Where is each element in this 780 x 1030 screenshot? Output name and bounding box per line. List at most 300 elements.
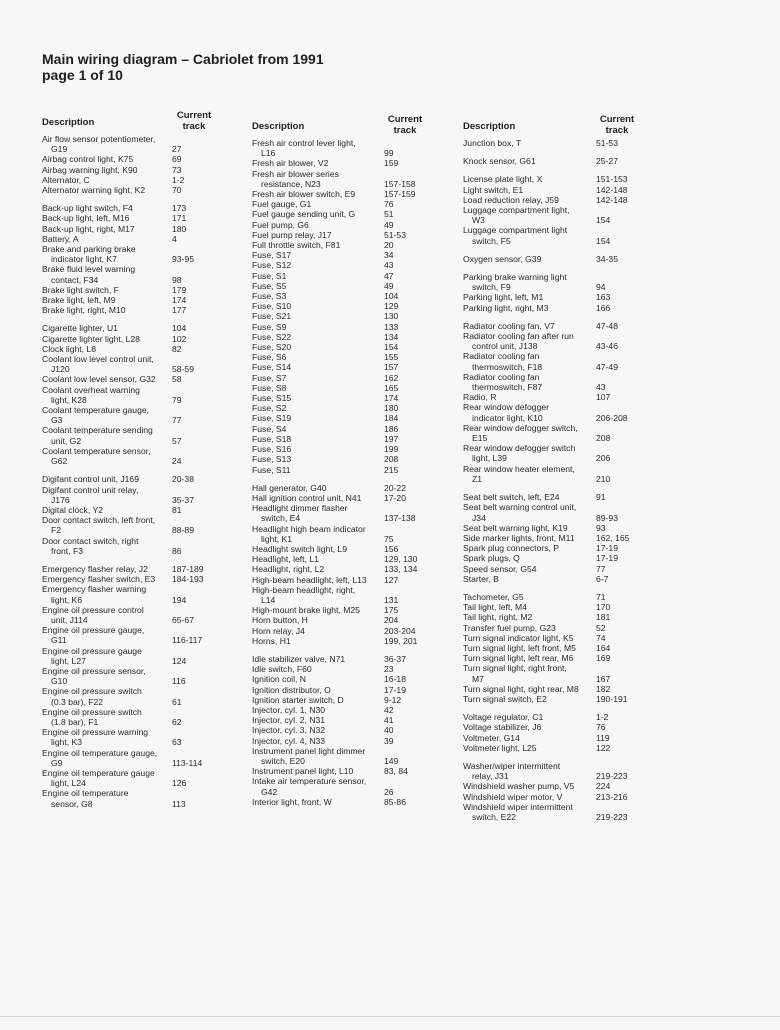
entry-description <box>42 134 172 154</box>
entry-current-track: 77 <box>596 563 606 574</box>
entry-description <box>42 344 172 354</box>
entry-current-track: 157-158 <box>384 178 416 189</box>
index-entry <box>42 385 222 405</box>
entry-description-line: Idle stabilizer valve, N71 <box>252 653 346 664</box>
index-entry <box>42 234 222 244</box>
entry-description <box>252 465 384 475</box>
entry-current-track: 77 <box>172 415 182 426</box>
entry-description <box>42 354 172 374</box>
entry-current-track: 208 <box>596 433 611 444</box>
entry-description <box>463 272 596 292</box>
entry-description-line: Radiator cooling fan <box>463 371 540 382</box>
index-entry <box>252 362 442 372</box>
column-header <box>252 110 442 138</box>
index-entry <box>252 685 442 695</box>
entry-description-line: Rear window heater element, <box>463 463 575 474</box>
entry-description <box>252 291 384 301</box>
entry-description-line: Junction box, T <box>463 138 522 148</box>
index-entry <box>463 722 653 732</box>
index-entry <box>463 174 653 184</box>
entry-description-line: Coolant temperature sensor, <box>42 445 151 456</box>
entry-description-line: Luggage compartment light, <box>463 205 570 216</box>
entry-description <box>252 271 384 281</box>
entry-description-line: Instrument panel light, L10 <box>252 766 354 777</box>
header-track: track <box>182 121 206 132</box>
entry-current-track: 86 <box>172 545 182 556</box>
entry-description-line: Engine oil pressure switch <box>42 686 142 697</box>
entry-current-track: 174 <box>172 295 187 306</box>
entry-current-track: 99 <box>384 148 394 159</box>
entry-description-line: Voltmeter light, L25 <box>463 742 537 753</box>
header-current: Current <box>387 114 423 125</box>
index-entry <box>252 454 442 464</box>
index-entry <box>463 523 653 533</box>
index-entry <box>42 574 222 584</box>
entry-current-track: 116 <box>172 676 186 687</box>
entry-description-line: Radiator cooling fan, V7 <box>463 320 555 331</box>
index-entry <box>463 602 653 612</box>
entry-description-line: switch, E20 <box>261 755 305 766</box>
entry-current-track: 167 <box>596 673 611 684</box>
index-entry <box>42 584 222 604</box>
section-gap <box>42 315 222 323</box>
entry-description <box>252 373 384 383</box>
entry-description <box>42 285 172 295</box>
entry-current-track: 6-7 <box>596 573 609 584</box>
index-entry <box>252 209 442 219</box>
entry-description-line: Injector, cyl. 2, N31 <box>252 715 326 726</box>
entry-description-line: M7 <box>472 673 484 684</box>
index-entry <box>42 374 222 384</box>
entry-current-track: 89-93 <box>596 512 618 523</box>
entry-current-track: 40 <box>384 725 394 736</box>
entry-current-track: 51-53 <box>384 229 406 240</box>
entry-description-line: light, L39 <box>472 453 507 464</box>
entry-current-track: 157-159 <box>384 189 416 200</box>
index-entry <box>463 761 653 781</box>
entry-description <box>463 492 596 502</box>
entry-description-line: Hall ignition control unit, N41 <box>252 492 362 503</box>
entry-current-track: 134 <box>384 331 399 342</box>
entry-current-track: 197 <box>384 433 399 444</box>
index-entry <box>252 524 442 544</box>
entry-description <box>252 797 384 807</box>
entry-description-line: thermoswitch, F87 <box>472 382 543 393</box>
entry-description-line: Rear window defogger switch, <box>463 422 578 433</box>
index-entry <box>252 403 442 413</box>
entry-description-line: Fuse, S13 <box>252 454 292 465</box>
entry-description-line: Horn relay, J4 <box>252 625 305 636</box>
entry-description <box>42 334 172 344</box>
entry-description <box>42 605 172 625</box>
index-entry <box>252 424 442 434</box>
entry-current-track: 58-59 <box>172 364 194 375</box>
index-entry <box>42 264 222 284</box>
entry-description-line: Brake light switch, F <box>42 284 119 295</box>
entry-description <box>42 234 172 244</box>
entry-description-line: Injector, cyl. 3, N32 <box>252 725 326 736</box>
entry-description-line: Engine oil pressure switch <box>42 706 142 717</box>
entry-description <box>463 174 596 184</box>
entry-current-track: 76 <box>384 199 394 210</box>
entry-current-track: 20-38 <box>172 474 194 485</box>
entry-description <box>42 564 172 574</box>
entry-current-track: 163 <box>596 292 611 303</box>
index-entry <box>252 291 442 301</box>
entry-description-line: Transfer fuel pump, G23 <box>463 622 556 633</box>
entry-description <box>252 776 384 796</box>
entry-description-line: Spark plugs, Q <box>463 553 520 564</box>
index-entry <box>252 444 442 454</box>
entry-current-track: 175 <box>384 605 399 616</box>
entry-description-line: Load reduction relay, J59 <box>463 194 559 205</box>
entry-description <box>463 543 596 553</box>
entry-description <box>252 746 384 766</box>
index-entry <box>463 303 653 313</box>
entry-description <box>463 185 596 195</box>
section-gap <box>252 646 442 654</box>
entry-current-track: 174 <box>384 393 399 404</box>
entry-description <box>252 575 384 585</box>
entry-description-line: Turn signal switch, E2 <box>463 693 547 704</box>
entry-description <box>252 444 384 454</box>
entry-description-line: Tachometer, G5 <box>463 591 524 602</box>
index-entry <box>252 636 442 646</box>
entry-description-line: Headlight dimmer flasher <box>252 503 348 514</box>
bottom-rule <box>0 1016 780 1017</box>
entry-description <box>42 374 172 384</box>
section-gap <box>463 753 653 761</box>
entry-description-line: unit, J114 <box>51 614 88 625</box>
entry-current-track: 35-37 <box>172 494 194 505</box>
entry-description <box>463 372 596 392</box>
entry-current-track: 177 <box>172 305 187 316</box>
entry-description <box>463 303 596 313</box>
entry-description <box>252 585 384 605</box>
entry-description <box>252 209 384 219</box>
entry-description-line: indicator light, K10 <box>472 412 543 423</box>
index-entry <box>463 156 653 166</box>
entry-description <box>463 321 596 331</box>
entry-current-track: 107 <box>596 392 611 403</box>
index-entry <box>463 272 653 292</box>
entry-current-track: 133 <box>384 321 399 332</box>
entry-current-track: 124 <box>172 655 187 666</box>
entry-description-line: light, K6 <box>51 594 83 605</box>
entry-description-line: Headlight high beam indicator <box>252 523 366 534</box>
entry-current-track: 190-191 <box>596 693 628 704</box>
entry-description-line: Engine oil pressure gauge, <box>42 625 145 636</box>
entry-description <box>252 766 384 776</box>
index-entry <box>42 425 222 445</box>
entry-description-line: Fresh air blower series <box>252 168 339 179</box>
entry-description-line: contact, F34 <box>51 274 99 285</box>
entry-description-line: light, L24 <box>51 778 86 789</box>
entry-current-track: 169 <box>596 653 611 664</box>
index-entry <box>42 686 222 706</box>
index-entry <box>463 663 653 683</box>
index-entry <box>463 254 653 264</box>
entry-current-track: 184-193 <box>172 574 204 585</box>
entry-description-line: Engine oil pressure gauge <box>42 645 142 656</box>
header-description: Description <box>252 121 305 132</box>
entry-current-track: 133, 134 <box>384 564 418 575</box>
entry-description-line: Digifant control unit relay, <box>42 484 139 495</box>
entry-current-track: 219-223 <box>596 811 628 822</box>
entry-description-line: Digital clock, Y2 <box>42 504 103 515</box>
entry-description <box>252 332 384 342</box>
entry-description-line: Fuse, S5 <box>252 280 287 291</box>
entry-description <box>463 781 596 791</box>
index-entry <box>252 554 442 564</box>
entry-current-track: 184 <box>384 413 399 424</box>
entry-description-line: Brake light, left, M9 <box>42 295 116 306</box>
entry-current-track: 180 <box>384 403 399 414</box>
index-entry <box>252 615 442 625</box>
entry-description-line: Fuse, S22 <box>252 331 292 342</box>
index-entry <box>463 372 653 392</box>
column-3 <box>463 110 653 822</box>
entry-description <box>252 342 384 352</box>
entry-description <box>252 685 384 695</box>
entry-description <box>42 213 172 223</box>
entry-current-track: 91 <box>596 492 606 503</box>
entry-description-line: Instrument panel light dimmer <box>252 745 366 756</box>
entry-description-line: Turn signal indicator light, K5 <box>463 632 574 643</box>
index-entry <box>42 165 222 175</box>
entry-current-track: 65-67 <box>172 614 194 625</box>
index-entry <box>42 305 222 315</box>
entry-description-line: Fuel pump, G6 <box>252 219 309 230</box>
entry-description-line: High-mount brake light, M25 <box>252 605 360 616</box>
entry-description <box>252 454 384 464</box>
index-entry <box>463 743 653 753</box>
entry-description-line: Fuse, S3 <box>252 291 287 302</box>
entry-description-line: Seat belt warning control unit, <box>463 502 577 513</box>
entry-description <box>252 705 384 715</box>
entry-current-track: 75 <box>384 533 394 544</box>
entry-description-line: Airbag warning light, K90 <box>42 164 138 175</box>
index-entry <box>252 230 442 240</box>
entry-description <box>42 175 172 185</box>
entry-description-line: Seat belt warning light, K19 <box>463 522 568 533</box>
entry-description <box>463 663 596 683</box>
header-description: Description <box>42 117 95 128</box>
entry-description-line: Starter, B <box>463 573 499 584</box>
entry-description-line: Brake and parking brake <box>42 244 136 255</box>
entry-current-track: 52 <box>596 622 606 633</box>
entry-current-track: 186 <box>384 423 399 434</box>
entry-current-track: 154 <box>596 215 611 226</box>
index-entry <box>463 533 653 543</box>
index-entry <box>42 405 222 425</box>
index-entry <box>463 694 653 704</box>
entry-description <box>252 564 384 574</box>
index-entry <box>463 592 653 602</box>
entry-description <box>252 250 384 260</box>
entry-description-line: G19 <box>51 144 68 155</box>
entry-current-track: 142-148 <box>596 194 628 205</box>
index-entry <box>463 733 653 743</box>
entry-description <box>463 792 596 802</box>
entry-description-line: Luggage compartment light <box>463 225 568 236</box>
index-entry <box>252 301 442 311</box>
entry-current-track: 93 <box>596 522 606 533</box>
entry-current-track: 81 <box>172 504 182 515</box>
section-gap <box>463 584 653 592</box>
entry-description-line: Coolant low level sensor, G32 <box>42 374 156 385</box>
index-entry <box>463 225 653 245</box>
entry-description-line: light, K3 <box>51 737 83 748</box>
index-entry <box>252 281 442 291</box>
entry-description-line: Fuse, S18 <box>252 433 292 444</box>
index-entry <box>463 574 653 584</box>
entry-description-line: Z1 <box>472 473 483 484</box>
index-entry <box>42 707 222 727</box>
entry-description-line: Turn signal light, left front, M5 <box>463 642 576 653</box>
entry-description-line: Voltage stabilizer, J6 <box>463 722 542 733</box>
index-entry <box>252 352 442 362</box>
entry-description-line: Fuse, S20 <box>252 342 292 353</box>
entry-description <box>252 220 384 230</box>
entry-current-track: 199 <box>384 444 399 455</box>
entry-description <box>252 664 384 674</box>
entry-current-track: 208 <box>384 454 399 465</box>
entry-current-track: 1-2 <box>172 174 185 185</box>
entry-description-line: Alternator warning light, K2 <box>42 185 146 196</box>
entry-description-line: Side marker lights, front, M11 <box>463 532 575 543</box>
entry-description-line: Brake light, right, M10 <box>42 305 126 316</box>
entry-description <box>463 633 596 643</box>
entry-description <box>252 383 384 393</box>
index-entry <box>463 802 653 822</box>
entry-description-line: Fuse, S8 <box>252 382 287 393</box>
entry-current-track: 206 <box>596 453 611 464</box>
entry-description <box>42 165 172 175</box>
entry-description-line: Back-up light, left, M16 <box>42 213 130 224</box>
entry-description-line: High-beam headlight, left, L13 <box>252 574 367 585</box>
entry-description-line: Fuse, S4 <box>252 423 287 434</box>
entry-description <box>42 748 172 768</box>
entry-description <box>252 615 384 625</box>
entry-description <box>252 636 384 646</box>
entry-current-track: 151-153 <box>596 174 628 185</box>
entry-description-line: License plate light, X <box>463 174 543 185</box>
entry-current-track: 51 <box>384 209 394 220</box>
index-entry <box>463 464 653 484</box>
entry-current-track: 47 <box>384 270 394 281</box>
entry-current-track: 181 <box>596 612 611 623</box>
index-entry <box>252 169 442 189</box>
entry-current-track: 162 <box>384 372 399 383</box>
entry-description-line: Digifant control unit, J169 <box>42 474 139 485</box>
entry-description <box>42 185 172 195</box>
index-entry <box>42 295 222 305</box>
entry-description-line: J120 <box>51 364 70 375</box>
entry-current-track: 98 <box>172 274 182 285</box>
entry-current-track: 79 <box>172 394 182 405</box>
entry-description <box>252 189 384 199</box>
entry-current-track: 102 <box>172 333 187 344</box>
index-entry <box>42 175 222 185</box>
header-track: track <box>393 125 417 136</box>
index-entry <box>252 725 442 735</box>
entry-current-track: 149 <box>384 755 399 766</box>
entry-description-line: indicator light, K7 <box>51 254 117 265</box>
entry-current-track: 26 <box>384 786 394 797</box>
entry-current-track: 155 <box>384 352 399 363</box>
entry-description-line: Emergency flasher warning <box>42 584 147 595</box>
entry-description-line: High-beam headlight, right, <box>252 584 356 595</box>
index-entry <box>252 220 442 230</box>
entry-current-track: 199, 201 <box>384 635 418 646</box>
entry-description-line: J176 <box>51 494 70 505</box>
index-entry <box>463 402 653 422</box>
entry-description <box>252 362 384 372</box>
entry-description <box>463 423 596 443</box>
entry-current-track: 82 <box>172 343 182 354</box>
entry-description <box>42 574 172 584</box>
index-entry <box>252 138 442 158</box>
entry-description-line: Engine oil temperature gauge, <box>42 747 158 758</box>
entry-current-track: 157 <box>384 362 399 373</box>
entry-current-track: 74 <box>596 632 606 643</box>
entry-current-track: 173 <box>172 203 187 214</box>
entry-current-track: 206-208 <box>596 412 628 423</box>
entry-current-track: 49 <box>384 219 394 230</box>
entry-description-line: Fresh air blower switch, E9 <box>252 189 356 200</box>
entry-description <box>463 351 596 371</box>
entry-description-line: Windshield wiper intermittent <box>463 801 573 812</box>
entry-current-track: 39 <box>384 735 394 746</box>
entry-description-line: Coolant temperature gauge, <box>42 405 150 416</box>
index-entry <box>42 505 222 515</box>
entry-description-line: Fuse, S14 <box>252 362 292 373</box>
entry-description-line: Emergency flasher relay, J2 <box>42 563 148 574</box>
entry-description <box>252 554 384 564</box>
entry-current-track: 166 <box>596 302 611 313</box>
column-header <box>42 106 222 134</box>
entry-description <box>463 592 596 602</box>
section-gap <box>463 484 653 492</box>
entry-description-line: Ignition starter switch, D <box>252 694 344 705</box>
index-entry <box>463 612 653 622</box>
entry-current-track: 76 <box>596 722 606 733</box>
index-entry <box>252 189 442 199</box>
entry-description <box>252 199 384 209</box>
section-gap <box>42 195 222 203</box>
column-2 <box>252 110 442 807</box>
entry-current-track: 17-19 <box>596 543 618 554</box>
entry-description-line: Air flow sensor potentiometer, <box>42 134 156 144</box>
index-entry <box>463 443 653 463</box>
entry-description <box>42 385 172 405</box>
index-entry <box>42 748 222 768</box>
entry-description <box>463 402 596 422</box>
index-entry <box>42 134 222 154</box>
entry-description-line: G11 <box>51 635 67 646</box>
entry-description <box>463 205 596 225</box>
entry-description-line: Spark plug connectors, P <box>463 543 560 554</box>
entry-description-line: Cigarette lighter, U1 <box>42 323 118 334</box>
entry-description-line: front, F3 <box>51 545 83 556</box>
entry-description <box>42 686 172 706</box>
entry-current-track: 17-20 <box>384 492 406 503</box>
entry-current-track: 58 <box>172 374 182 385</box>
entry-description <box>42 446 172 466</box>
entry-current-track: 162, 165 <box>596 532 630 543</box>
entry-description <box>42 788 172 808</box>
